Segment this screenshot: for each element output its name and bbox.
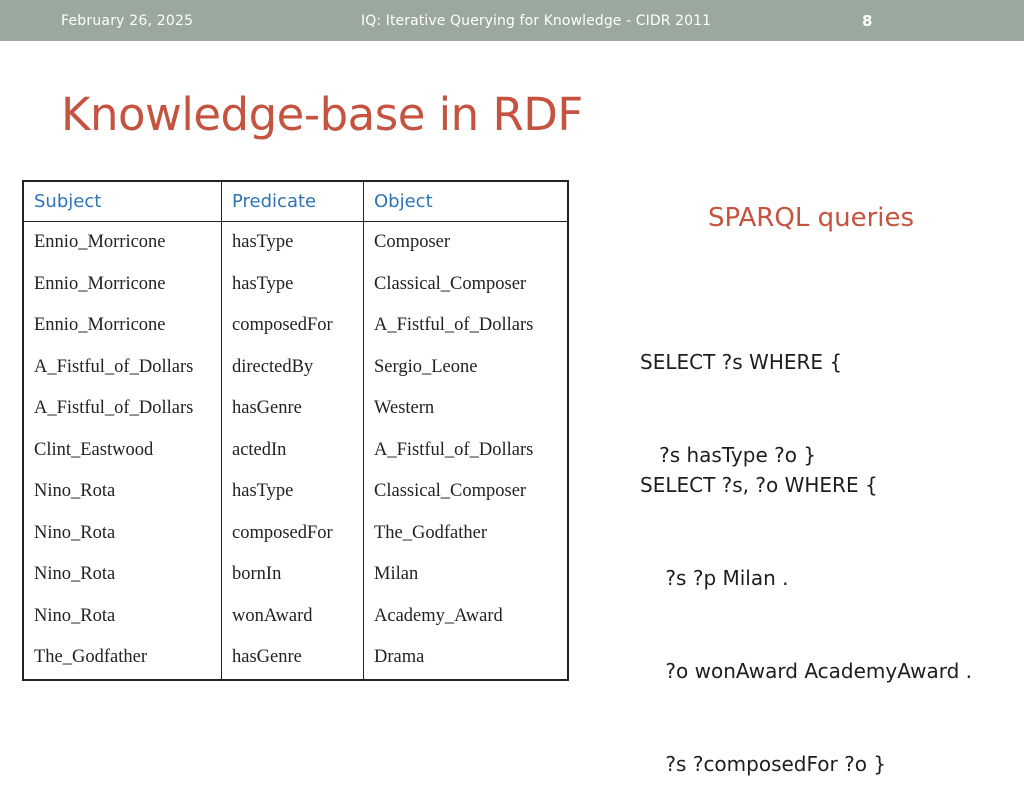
object-cell: Sergio_Leone [364, 347, 569, 389]
slide-header-bar [0, 0, 1024, 41]
subject-cell: Nino_Rota [23, 554, 222, 596]
object-cell: The_Godfather [364, 513, 569, 555]
column-header-subject: Subject [23, 181, 222, 222]
table-row [23, 637, 568, 680]
subject-cell: Clint_Eastwood [23, 430, 222, 472]
subject-cell: Nino_Rota [23, 471, 222, 513]
predicate-cell: composedFor [222, 305, 364, 347]
query-line: ?s ?p Milan . [640, 566, 789, 590]
query-line: SELECT ?s, ?o WHERE { [640, 473, 878, 497]
subject-cell: Ennio_Morricone [23, 222, 222, 264]
query-line: SELECT ?s WHERE { [640, 350, 843, 374]
table-row [23, 305, 568, 347]
object-cell: Composer [364, 222, 569, 264]
predicate-cell: hasGenre [222, 637, 364, 680]
subject-cell: The_Godfather [23, 637, 222, 680]
predicate-cell: composedFor [222, 513, 364, 555]
object-cell: Milan [364, 554, 569, 596]
table-row [23, 388, 568, 430]
object-cell: Drama [364, 637, 569, 680]
object-cell: Academy_Award [364, 596, 569, 638]
object-cell: A_Fistful_of_Dollars [364, 430, 569, 472]
predicate-cell: hasType [222, 222, 364, 264]
slide-number: 8 [862, 12, 873, 30]
predicate-cell: actedIn [222, 430, 364, 472]
slide-title: Knowledge-base in RDF [61, 88, 583, 141]
subject-cell: Nino_Rota [23, 513, 222, 555]
predicate-cell: bornIn [222, 554, 364, 596]
table-row [23, 264, 568, 306]
subject-cell: A_Fistful_of_Dollars [23, 388, 222, 430]
table-row [23, 347, 568, 389]
subject-cell: Ennio_Morricone [23, 305, 222, 347]
table-row [23, 222, 568, 264]
table-row [23, 596, 568, 638]
column-header-predicate: Predicate [222, 181, 364, 222]
query-line: ?s ?composedFor ?o } [640, 752, 887, 776]
rdf-triples-table [22, 180, 569, 681]
column-header-object: Object [364, 181, 569, 222]
predicate-cell: wonAward [222, 596, 364, 638]
table-row [23, 513, 568, 555]
object-cell: Western [364, 388, 569, 430]
predicate-cell: hasGenre [222, 388, 364, 430]
table-row [23, 430, 568, 472]
table-row [23, 554, 568, 596]
object-cell: Classical_Composer [364, 471, 569, 513]
object-cell: A_Fistful_of_Dollars [364, 305, 569, 347]
table-header-row [23, 181, 568, 222]
slide-date: February 26, 2025 [61, 13, 194, 29]
predicate-cell: directedBy [222, 347, 364, 389]
query-line: ?s hasType ?o } [640, 443, 817, 467]
presentation-title: IQ: Iterative Querying for Knowledge - CIDR 2011 [361, 13, 712, 29]
subject-cell: Ennio_Morricone [23, 264, 222, 306]
subject-cell: A_Fistful_of_Dollars [23, 347, 222, 389]
sparql-query-2 [640, 408, 972, 811]
predicate-cell: hasType [222, 471, 364, 513]
query-line: ?o wonAward AcademyAward . [640, 659, 972, 683]
predicate-cell: hasType [222, 264, 364, 306]
table-row [23, 471, 568, 513]
subject-cell: Nino_Rota [23, 596, 222, 638]
object-cell: Classical_Composer [364, 264, 569, 306]
sparql-heading: SPARQL queries [708, 203, 915, 233]
